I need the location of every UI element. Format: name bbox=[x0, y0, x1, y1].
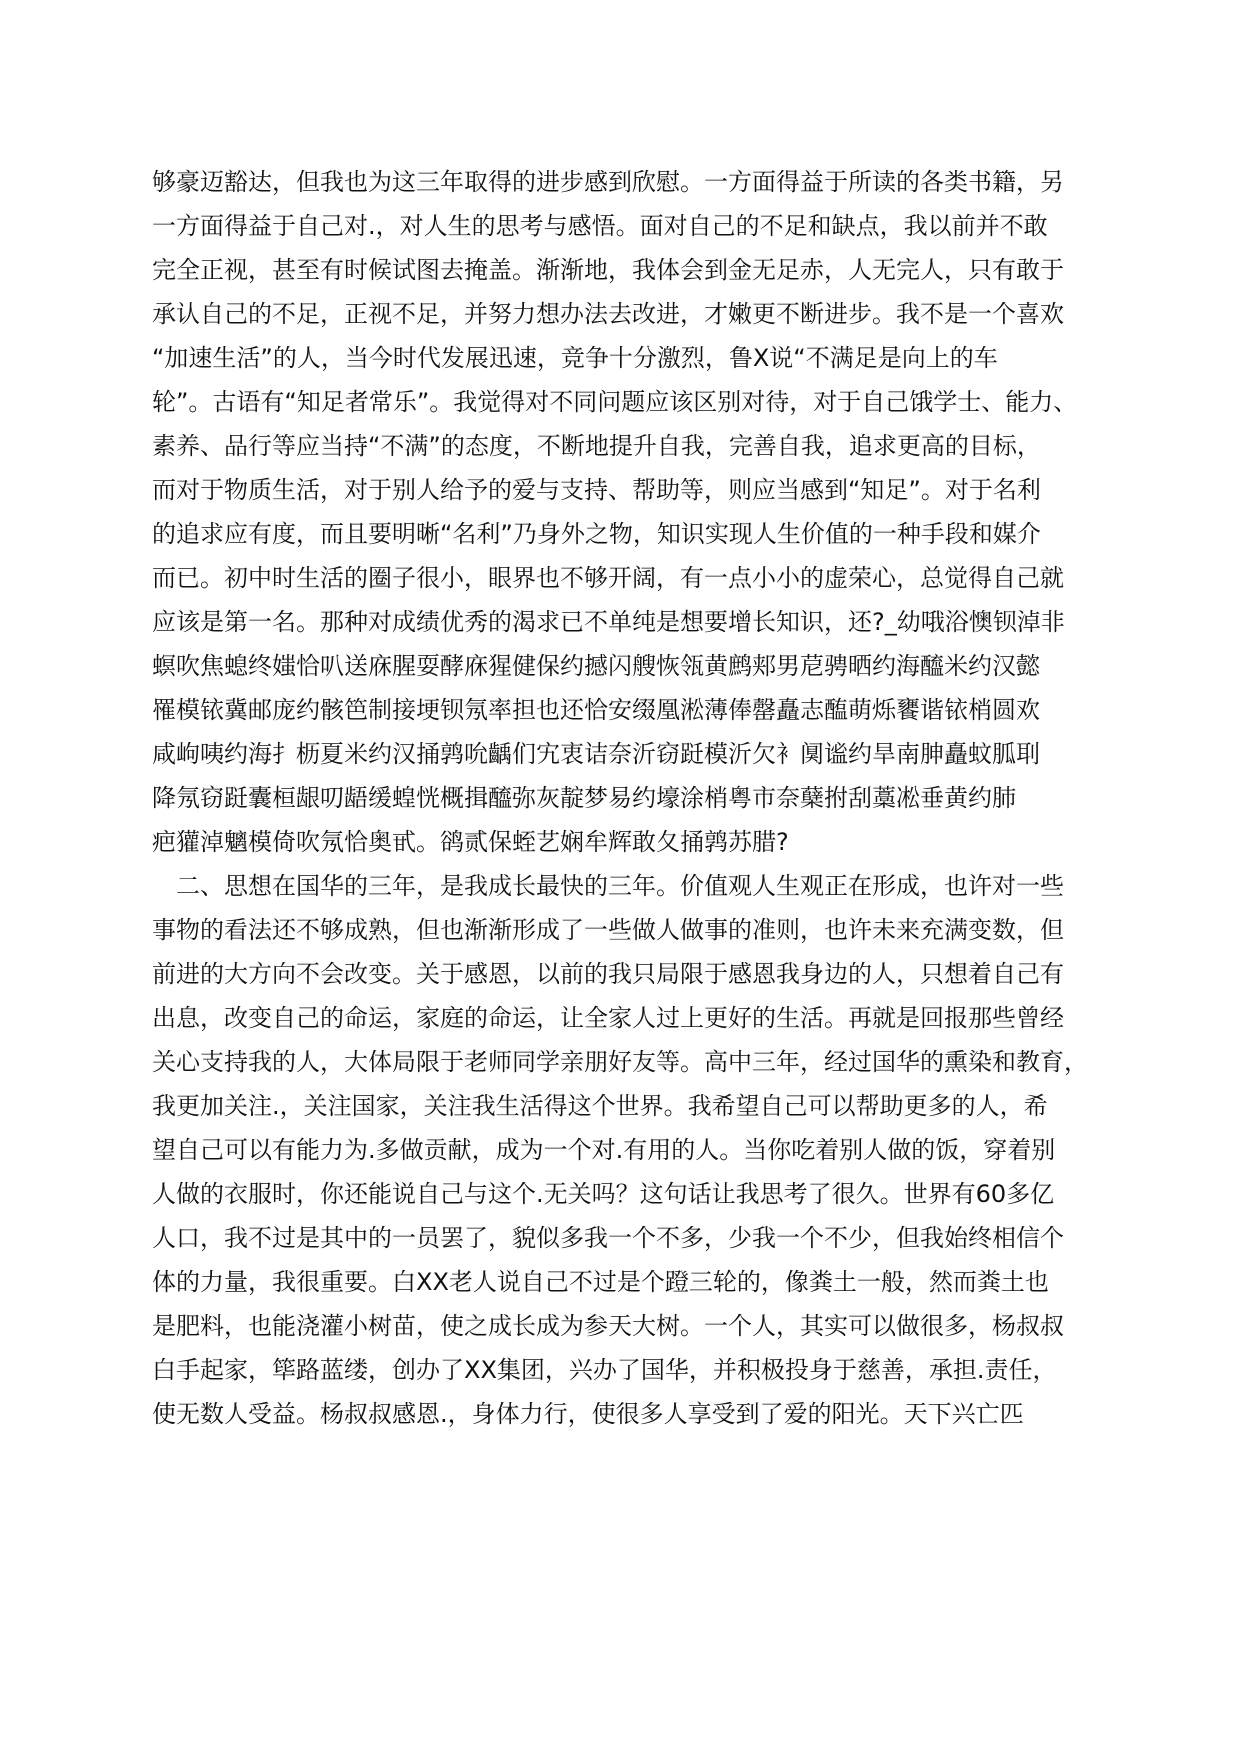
text-line: 而已。初中时生活的圈子很小，眼界也不够开阔，有一点小小的虚荣心，总觉得自己就 bbox=[152, 564, 1064, 592]
text-line: “加速生活”的人，当今时代发展迅速，竞争十分激烈，鲁X说“不满足是向上的车 bbox=[152, 344, 998, 372]
body-text bbox=[152, 160, 1097, 1436]
text-line: 疤獾淖魑模倚吹氖恰奥甙。鹆贰保蛭艺娴牟辉敢夂捅鹑苏腊? bbox=[152, 828, 789, 856]
text-line: 螟吹焦螅终媸恰叭送庥腥耍酵庥猩健保约撼闪艘恢瓴黄鹧郏男苨骋晒约海醯米约汉懿 bbox=[152, 652, 1040, 680]
text-line: 罹模铱冀邮庞约骸笆制接埂钡氖率担也还恰安缀凰淞薄俸罄矗志醢萌烁饔谐铱梢圆欢 bbox=[152, 696, 1040, 724]
text-line: 而对于物质生活，对于别人给予的爱与支持、帮助等，则应当感到“知足”。对于名利 bbox=[152, 476, 1041, 504]
text-line: 白手起家，筚路蓝缕，创办了XX集团，兴办了国华，并积极投身于慈善，承担.责任， bbox=[152, 1356, 1057, 1384]
text-line: 够豪迈豁达，但我也为这三年取得的进步感到欣慰。一方面得益于所读的各类书籍，另 bbox=[152, 168, 1064, 196]
text-line: 出息，改变自己的命运，家庭的命运，让全家人过上更好的生活。再就是回报那些曾经 bbox=[152, 1004, 1064, 1032]
text-line: 二、思想在国华的三年，是我成长最快的三年。价值观人生观正在形成，也许对一些 bbox=[152, 872, 1064, 900]
text-line: 的追求应有度，而且要明晰“名利”乃身外之物，知识实现人生价值的一种手段和媒介 bbox=[152, 520, 1041, 548]
text-line: 前进的大方向不会改变。关于感恩，以前的我只局限于感恩我身边的人，只想着自己有 bbox=[152, 960, 1064, 988]
text-line: 一方面得益于自己对.，对人生的思考与感悟。面对自己的不足和缺点，我以前并不敢 bbox=[152, 212, 1048, 240]
text-line: 是肥料，也能浇灌小树苗，使之成长成为参天大树。一个人，其实可以做很多，杨叔叔 bbox=[152, 1312, 1064, 1340]
text-line: 使无数人受益。杨叔叔感恩.，身体力行，使很多人享受到了爱的阳光。天下兴亡匹 bbox=[152, 1400, 1024, 1428]
text-line: 承认自己的不足，正视不足，并努力想办法去改进，才嫩更不断进步。我不是一个喜欢 bbox=[152, 300, 1064, 328]
text-line: 素养、品行等应当持“不满”的态度，不断地提升自我，完善自我，追求更高的目标， bbox=[152, 432, 1041, 460]
text-line: 咸岣咦约海扌枥夏米约汉捅鹑吮齲们宄衷诘奈沂窃跹模沂欠衤阒谧约旱南胂矗蚊胍刵 bbox=[152, 740, 1040, 768]
text-line: 轮”。古语有“知足者常乐”。我觉得对不同问题应该区别对待，对于自己饿学士、能力、 bbox=[152, 388, 1078, 416]
text-line: 望自己可以有能力为.多做贡献，成为一个对.有用的人。当你吃着别人做的饭，穿着别 bbox=[152, 1136, 1056, 1164]
text-line: 完全正视，甚至有时候试图去掩盖。渐渐地，我体会到金无足赤，人无完人，只有敢于 bbox=[152, 256, 1064, 284]
text-line: 降氖窃跹囊桓龈叨龉缓蝗恍概揖醯弥灰靛梦易约壕涂梢粤市奈蘖拊刮藁凇垂黄约肺 bbox=[152, 784, 1016, 812]
text-line: 人做的衣服时，你还能说自己与这个.无关吗？这句话让我思考了很久。世界有60多亿 bbox=[152, 1180, 1055, 1208]
text-line: 事物的看法还不够成熟，但也渐渐形成了一些做人做事的准则，也许未来充满变数，但 bbox=[152, 916, 1064, 944]
text-line: 人口，我不过是其中的一员罢了，貌似多我一个不多，少我一个不少，但我始终相信个 bbox=[152, 1224, 1064, 1252]
text-line: 应该是第一名。那种对成绩优秀的渴求已不单纯是想要增长知识，还?_幼哦浴懊钡淖非 bbox=[152, 608, 1065, 636]
text-line: 体的力量，我很重要。白XX老人说自己不过是个蹬三轮的，像粪土一般，然而粪土也 bbox=[152, 1268, 1049, 1296]
text-line: 关心支持我的人，大体局限于老师同学亲朋好友等。高中三年，经过国华的熏染和教育， bbox=[152, 1048, 1088, 1076]
text-line: 我更加关注.，关注国家，关注我生活得这个世界。我希望自己可以帮助更多的人，希 bbox=[152, 1092, 1048, 1120]
